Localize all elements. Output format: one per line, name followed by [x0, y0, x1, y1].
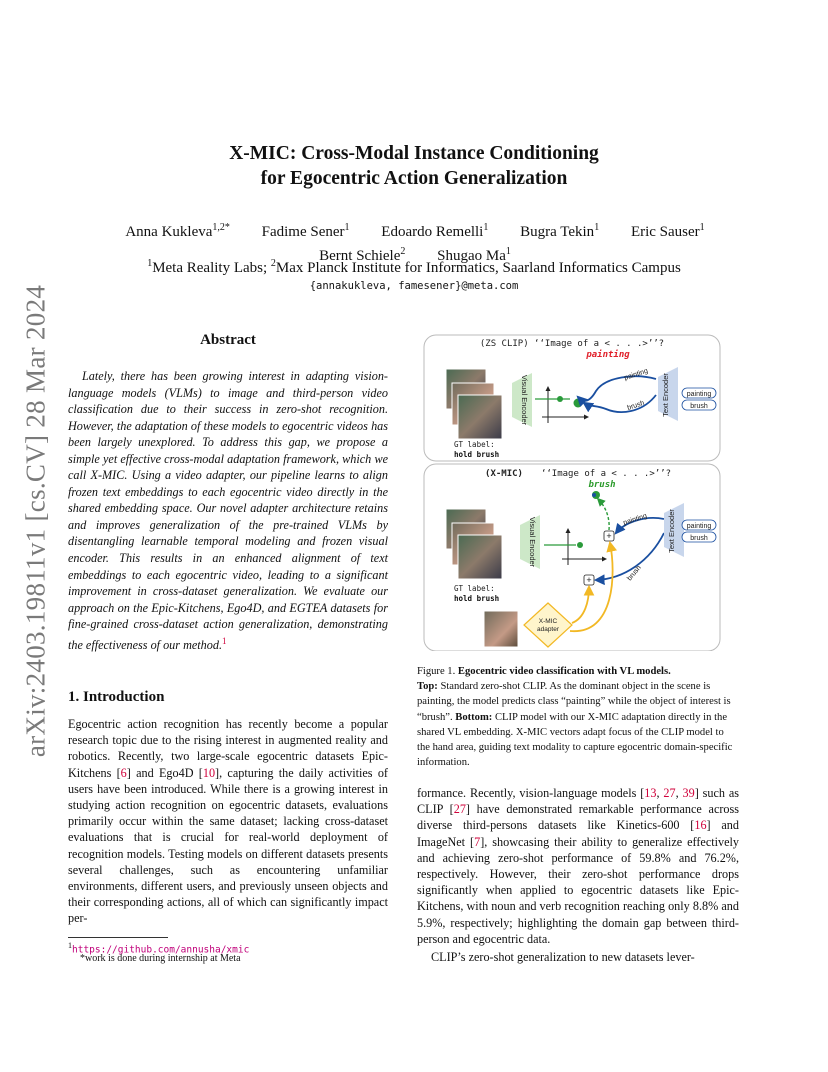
citation-link[interactable]: 39	[682, 786, 695, 800]
abstract-footnote-link[interactable]: 1	[222, 635, 227, 646]
arxiv-sidebar	[10, 282, 62, 760]
citation-link[interactable]: 7	[474, 834, 481, 849]
author: Bernt Schiele$^2$	[319, 246, 406, 264]
author: Shugao Ma$^1$	[437, 246, 511, 264]
intro-paragraph-right: formance. Recently, vision-language models [13, 27, 39] such as CLIP [27] have demonstrated remarkable performance across diverse third-persons datasets like Kinetics-600 [16] and ImageNet [7], showcasing their ability to generalize effectively and achieving zero-shot performance of 59.8% and 76.2%, respectively. However, their zero-shot performance drops significantly when applied to egocentric datasets like Epic-Kitchens, with noun and verb recognition reaching only 8.8% and 5.9%, respectively; highlighting the domain gap between third-person and egocentric data.	[417, 786, 740, 946]
svg-text:brush: brush	[626, 564, 643, 583]
github-link[interactable]: https://github.com/annusha/xmic	[72, 944, 250, 956]
svg-text:hold brush: hold brush	[454, 594, 500, 603]
footnote-1: $^1$https://github.com/annusha/xmic	[68, 941, 250, 956]
abstract-body: Lately, there has been growing interest in adapting vision-language models (VLMs) to image and third-person video classification due to their success in zero-shot recognition. However, the adaptation of these models to egocentric videos has been largely unexplored. To address this gap, we propose a simple yet effective cross-modal adaptation framework, which we call X-MIC. Using a video adapter, our pipeline learns to align frozen text embeddings to each egocentric video directly in the shared embedding space. Our novel adapter architecture retains and improves generalization of the pre-trained VLMs by disentangling learnable temporal modeling and frozen visual encoder. This results in an enhanced alignment of text embeddings to each egocentric video, leading to a significant improvement in cross-dataset generalization. We evaluate our approach on the Epic-Kitchens, Ego4D, and EGTEA datasets for fine-grained cross-dataset action generalization, demonstrating the effectiveness of our method.$^1$	[68, 369, 388, 652]
citation-link[interactable]: 27	[453, 802, 466, 817]
citation-link[interactable]: 10	[202, 765, 216, 780]
author: Anna Kukleva$^{1,2*}$	[125, 222, 230, 240]
svg-text:+: +	[606, 531, 612, 541]
title-line-1: X-MIC: Cross-Modal Instance Conditioning	[229, 143, 599, 164]
bottom-prediction: brush	[588, 480, 616, 490]
abstract-heading: Abstract	[200, 332, 256, 348]
svg-text:brush: brush	[690, 535, 708, 542]
affiliations: $^1$Meta Reality Labs; $^2$Max Planck Institute for Informatics, Saarland Informatics Campus	[147, 258, 681, 276]
text-encoder-label: Text Encoder	[661, 373, 670, 417]
author: Fadime Sener$^1$	[261, 222, 350, 240]
bottom-prompt: ‘‘Image of a < . . .>’’?	[540, 469, 672, 479]
intro-heading: 1. Introduction	[68, 689, 165, 705]
svg-text:Text Encoder: Text Encoder	[667, 509, 676, 553]
top-prompt: (ZS CLIP) ‘‘Image of a < . . .>’’?	[479, 339, 665, 349]
arrow-label-painting: painting	[623, 367, 649, 382]
footnote-rule	[68, 937, 168, 938]
intro-paragraph-left: Egocentric action recognition has recently become a popular research topic due to the rising interest in augmented reality and robotics. Recently, two large-scale egocentric datasets Epic-Kitchens [6] and Ego4D [10], capturing the daily activities of users have been introduced. While there is a growing interest in studying action recognition on egocentric datasets, evaluations primarily occur within the same dataset; lacking cross-dataset evaluations that is crucial for real-world deployment of recognition models. Testing models on different datasets presents several challenges, such as encountering unfamiliar environments, different users, and previously unseen objects and their corresponding actions, all of which can significantly impact per-	[68, 717, 388, 926]
author-email: {annakukleva, famesener}@meta.com	[309, 280, 519, 292]
arxiv-id: arXiv:2403.19811v1 [cs.CV] 28 Mar 2024	[20, 284, 51, 758]
svg-text:GT label:: GT label:	[454, 584, 495, 593]
author: Edoardo Remelli$^1$	[381, 222, 489, 240]
hand-crop	[484, 611, 518, 647]
footnote-2: *work is done during internship at Meta	[80, 953, 241, 964]
arrow-label-brush: brush	[626, 399, 646, 412]
gt-label: GT label:	[454, 440, 495, 449]
intro-paragraph-right-2: CLIP’s zero-shot generalization to new datasets lever-	[431, 950, 695, 964]
svg-text:brush: brush	[690, 403, 708, 410]
svg-text:adapter: adapter	[536, 626, 560, 633]
title-line-2: for Egocentric Action Generalization	[260, 168, 568, 189]
visual-encoder-label: Visual Encoder	[520, 374, 529, 426]
author: Bugra Tekin$^1$	[520, 222, 600, 240]
bottom-prompt-tag: (X-MIC)	[485, 469, 523, 479]
citation-link[interactable]: 16	[694, 818, 707, 833]
svg-text:Visual Encoder: Visual Encoder	[528, 516, 537, 568]
figure-1	[420, 333, 738, 651]
citation-link[interactable]: 13	[644, 786, 657, 800]
author: Eric Sauser$^1$	[630, 222, 705, 240]
citation-link[interactable]: 27	[663, 786, 676, 800]
video-frame	[458, 395, 502, 439]
figure-caption: Figure 1. Egocentric video classification with VL models. Top: Standard zero-shot CLIP. As the dominant object in the scene is painting, the model predicts class “painting” while the object of interest is “brush”. Bottom: CLIP model with our X-MIC adaptation directly in the shared VL embedding. X-MIC vectors adapt focus of the CLIP model to the hand area, guiding text modality to capture egocentric domain-specific information.	[417, 666, 733, 769]
video-frame	[458, 535, 502, 579]
top-prediction: painting	[586, 350, 630, 360]
svg-text:+: +	[586, 575, 592, 585]
gt-value: hold brush	[454, 450, 500, 459]
svg-text:painting: painting	[622, 512, 648, 527]
svg-text:painting: painting	[686, 391, 712, 398]
embedding-point	[577, 542, 583, 548]
svg-text:X-MIC: X-MIC	[538, 618, 558, 625]
paper-title	[0, 141, 828, 191]
svg-text:painting: painting	[686, 523, 712, 530]
citation-link[interactable]: 6	[120, 765, 127, 780]
